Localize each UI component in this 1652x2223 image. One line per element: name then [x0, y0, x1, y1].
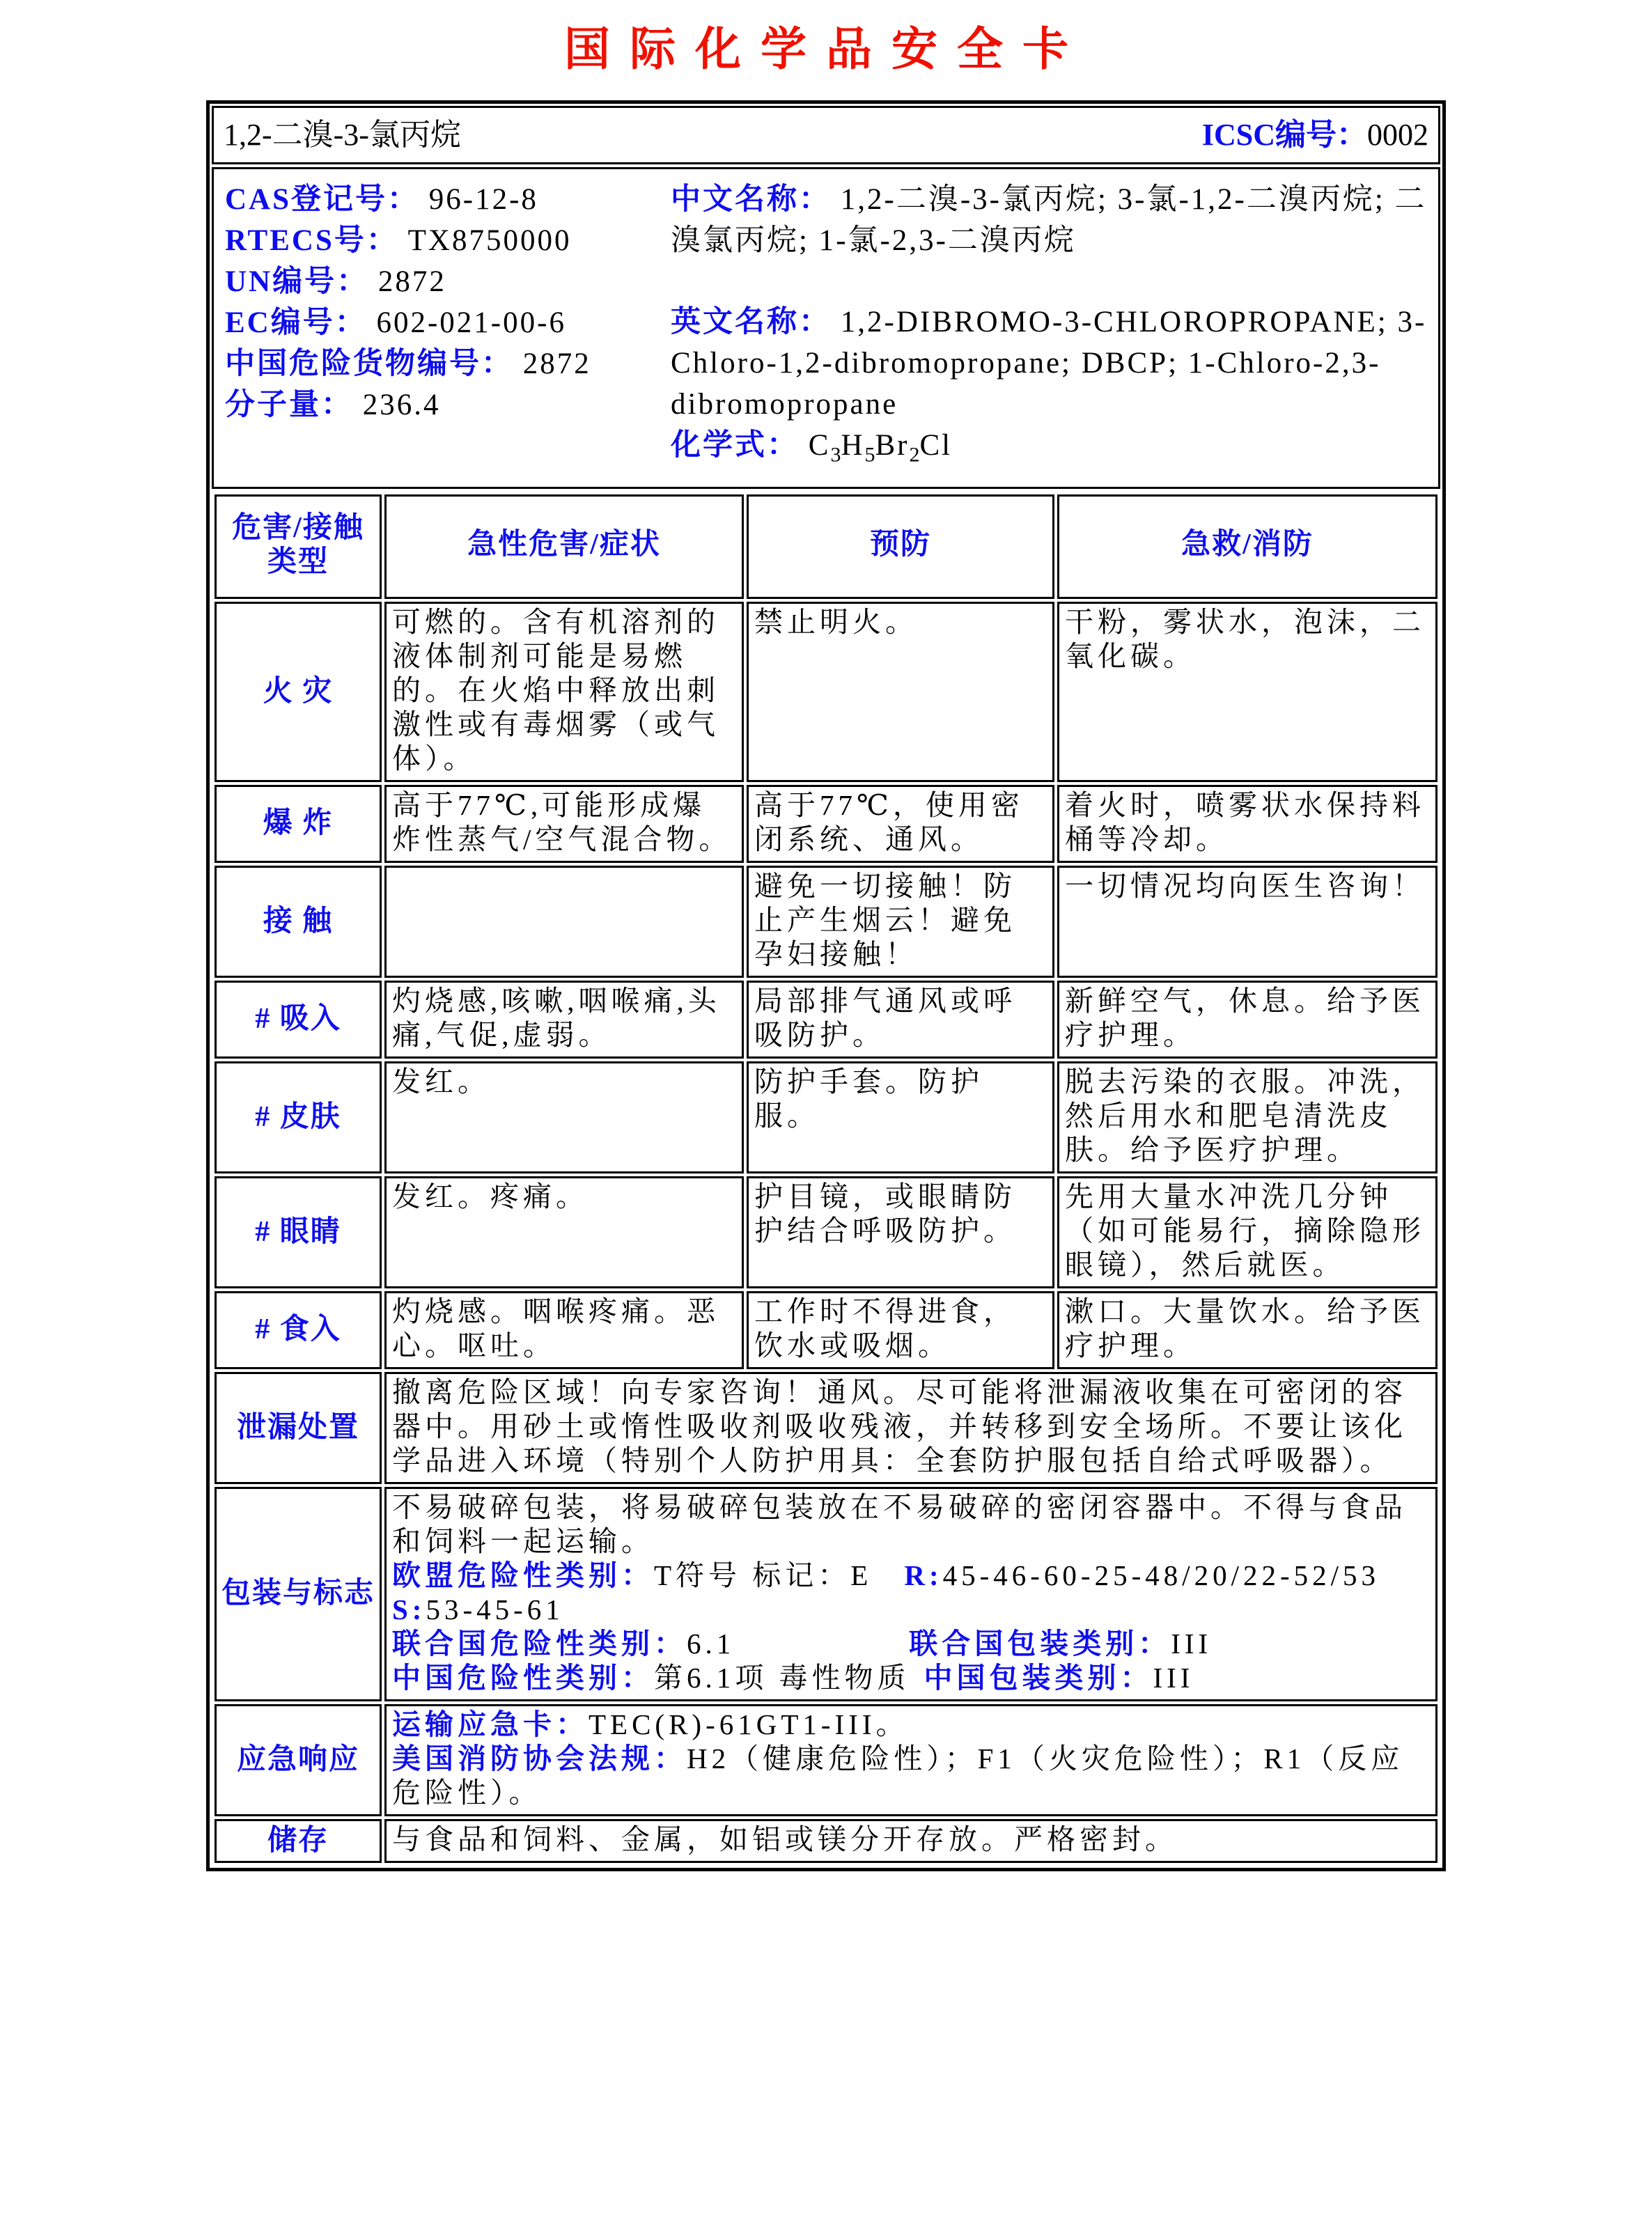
icsc-number-value: 0002: [1367, 118, 1428, 152]
eyes-first-aid: 先用大量水冲洗几分钟（如可能易行，摘除隐形眼镜），然后就医。: [1057, 1176, 1437, 1288]
row-label-eyes: # 眼睛: [215, 1176, 382, 1288]
table-row-packaging: [215, 1487, 1437, 1701]
table-row-exposure: [215, 866, 1437, 978]
substance-name: 1,2-二溴-3-氯丙烷: [224, 118, 461, 152]
inhalation-prevention: 局部排气通风或呼吸防护。: [747, 981, 1054, 1059]
ingestion-prevention: 工作时不得进食，饮水或吸烟。: [747, 1291, 1054, 1369]
un-classification-line: 联合国危险性类别：6.1 联合国包装类别：III: [392, 1627, 1213, 1660]
icsc-card: [206, 100, 1446, 1871]
table-row-inhalation: [215, 981, 1437, 1059]
chemical-formula: $C_3H_5Br_2Cl$: [808, 429, 953, 467]
english-name-line: 英文名称： 1,2-DIBROMO-3-CHLOROPROPANE; 3-Chloro-1,2-dibromopropane; DBCP; 1-Chloro-2,3-dibromopropane: [671, 306, 1427, 421]
explosion-symptoms: 高于77℃,可能形成爆炸性蒸气/空气混合物。: [384, 785, 744, 863]
ingestion-first-aid: 漱口。大量饮水。给予医疗护理。: [1057, 1291, 1437, 1369]
ingestion-symptoms: 灼烧感。咽喉疼痛。恶心。呕吐。: [384, 1291, 744, 1369]
packaging-content: [384, 1487, 1437, 1701]
ec-number-line: EC编号： 602-021-00-6: [225, 306, 566, 339]
hazard-table-header-row: [215, 494, 1437, 599]
packaging-text: 不易破碎包装，将易破碎包装放在不易破碎的密闭容器中。不得与食品和饲料一起运输。: [392, 1490, 1407, 1557]
hazard-table: [212, 492, 1440, 1866]
emergency-content: [384, 1704, 1437, 1816]
row-label-skin: # 皮肤: [215, 1061, 382, 1173]
explosion-first-aid: 着火时，喷雾状水保持料桶等冷却。: [1057, 785, 1437, 863]
spacer: [671, 261, 1427, 302]
explosion-prevention: 高于77℃，使用密闭系统、通风。: [747, 785, 1054, 863]
inhalation-symptoms: 灼烧感,咳嗽,咽喉痛,头痛,气促,虚弱。: [384, 981, 744, 1059]
exposure-first-aid: 一切情况均向医生咨询！: [1057, 866, 1437, 978]
row-label-spill: 泄漏处置: [215, 1372, 382, 1484]
row-label-packaging: 包装与标志: [215, 1487, 382, 1701]
icsc-number-label: ICSC编号：: [1201, 118, 1367, 152]
row-label-fire: 火 灾: [215, 602, 382, 782]
identification-section: [212, 167, 1440, 489]
inhalation-first-aid: 新鲜空气，休息。给予医疗护理。: [1057, 981, 1437, 1059]
transport-emergency-card-line: 运输应急卡：TEC(R)-61GT1-III。: [392, 1708, 909, 1740]
skin-symptoms: 发红。: [384, 1061, 744, 1173]
header-first-aid: 急救/消防: [1057, 494, 1437, 599]
chemical-names: [671, 179, 1431, 476]
table-row-storage: [215, 1819, 1437, 1863]
china-dg-number-line: 中国危险货物编号： 2872: [225, 348, 591, 380]
header-acute-hazards: 急性危害/症状: [384, 494, 744, 599]
page-title: 国际化学品安全卡: [564, 24, 1088, 75]
rtecs-number-line: RTECS号： TX8750000: [225, 224, 572, 257]
exposure-symptoms: [384, 866, 744, 978]
eyes-prevention: 护目镜，或眼睛防护结合呼吸防护。: [747, 1176, 1054, 1288]
fire-symptoms: 可燃的。含有机溶剂的液体制剂可能是易燃的。在火焰中释放出刺激性或有毒烟雾（或气体）。: [384, 602, 744, 782]
row-label-inhalation: # 吸入: [215, 981, 382, 1059]
cas-number-line: CAS登记号： 96-12-8: [225, 183, 538, 216]
table-row-emergency: [215, 1704, 1437, 1816]
row-label-exposure: 接 触: [215, 866, 382, 978]
fire-first-aid: 干粉，雾状水，泡沫，二氧化碳。: [1057, 602, 1437, 782]
chemical-formula-line: 化学式： $C_3H_5Br_2Cl$: [671, 429, 953, 467]
row-label-ingestion: # 食入: [215, 1291, 382, 1369]
row-label-storage: 储存: [215, 1819, 382, 1863]
skin-first-aid: 脱去污染的衣服。冲洗，然后用水和肥皂清洗皮肤。给予医疗护理。: [1057, 1061, 1437, 1173]
header-hazard-type: 危害/接触 类型: [215, 494, 382, 599]
storage-text: 与食品和饲料、金属，如铝或镁分开存放。严格密封。: [384, 1819, 1437, 1863]
s-phrases-line: S:53-45-61: [392, 1593, 564, 1625]
spill-text: 撤离危险区域！向专家咨询！通风。尽可能将泄漏液收集在可密闭的容器中。用砂土或惰性吸收剂吸收残液，并转移到安全场所。不要让该化学品进入环境（特别个人防护用具：全套防护服包括自给式呼吸器）。: [384, 1372, 1437, 1484]
molecular-weight-line: 分子量： 236.4: [225, 389, 441, 421]
icsc-number: [1202, 115, 1428, 155]
nfpa-code-line: 美国消防协会法规：H2（健康危险性）；F1（火灾危险性）；R1（反应危险性）。: [392, 1742, 1404, 1809]
cn-classification-line: 中国危险性类别：第6.1项 毒性物质 中国包装类别：III: [392, 1661, 1194, 1694]
chinese-name-line: 中文名称： 1,2-二溴-3-氯丙烷; 3-氯-1,2-二溴丙烷; 二溴氯丙烷; 1-氯-2,3-二溴丙烷: [671, 183, 1427, 257]
header-prevention: 预防: [747, 494, 1054, 599]
registry-numbers: [225, 179, 671, 476]
name-bar: [212, 106, 1440, 164]
row-label-emergency: 应急响应: [215, 1704, 382, 1816]
table-row-eyes: [215, 1176, 1437, 1288]
table-row-ingestion: [215, 1291, 1437, 1369]
table-row-explosion: [215, 785, 1437, 863]
skin-prevention: 防护手套。防护服。: [747, 1061, 1054, 1173]
table-row-skin: [215, 1061, 1437, 1173]
row-label-explosion: 爆 炸: [215, 785, 382, 863]
table-row-fire: [215, 602, 1437, 782]
eyes-symptoms: 发红。疼痛。: [384, 1176, 744, 1288]
eu-classification-line: 欧盟危险性类别：T符号 标记：E R:45-46-60-25-48/20/22-52/53: [392, 1559, 1380, 1591]
table-row-spill: [215, 1372, 1437, 1484]
fire-prevention: 禁止明火。: [747, 602, 1054, 782]
un-number-line: UN编号： 2872: [225, 265, 446, 298]
exposure-prevention: 避免一切接触！防止产生烟云！避免孕妇接触！: [747, 866, 1054, 978]
